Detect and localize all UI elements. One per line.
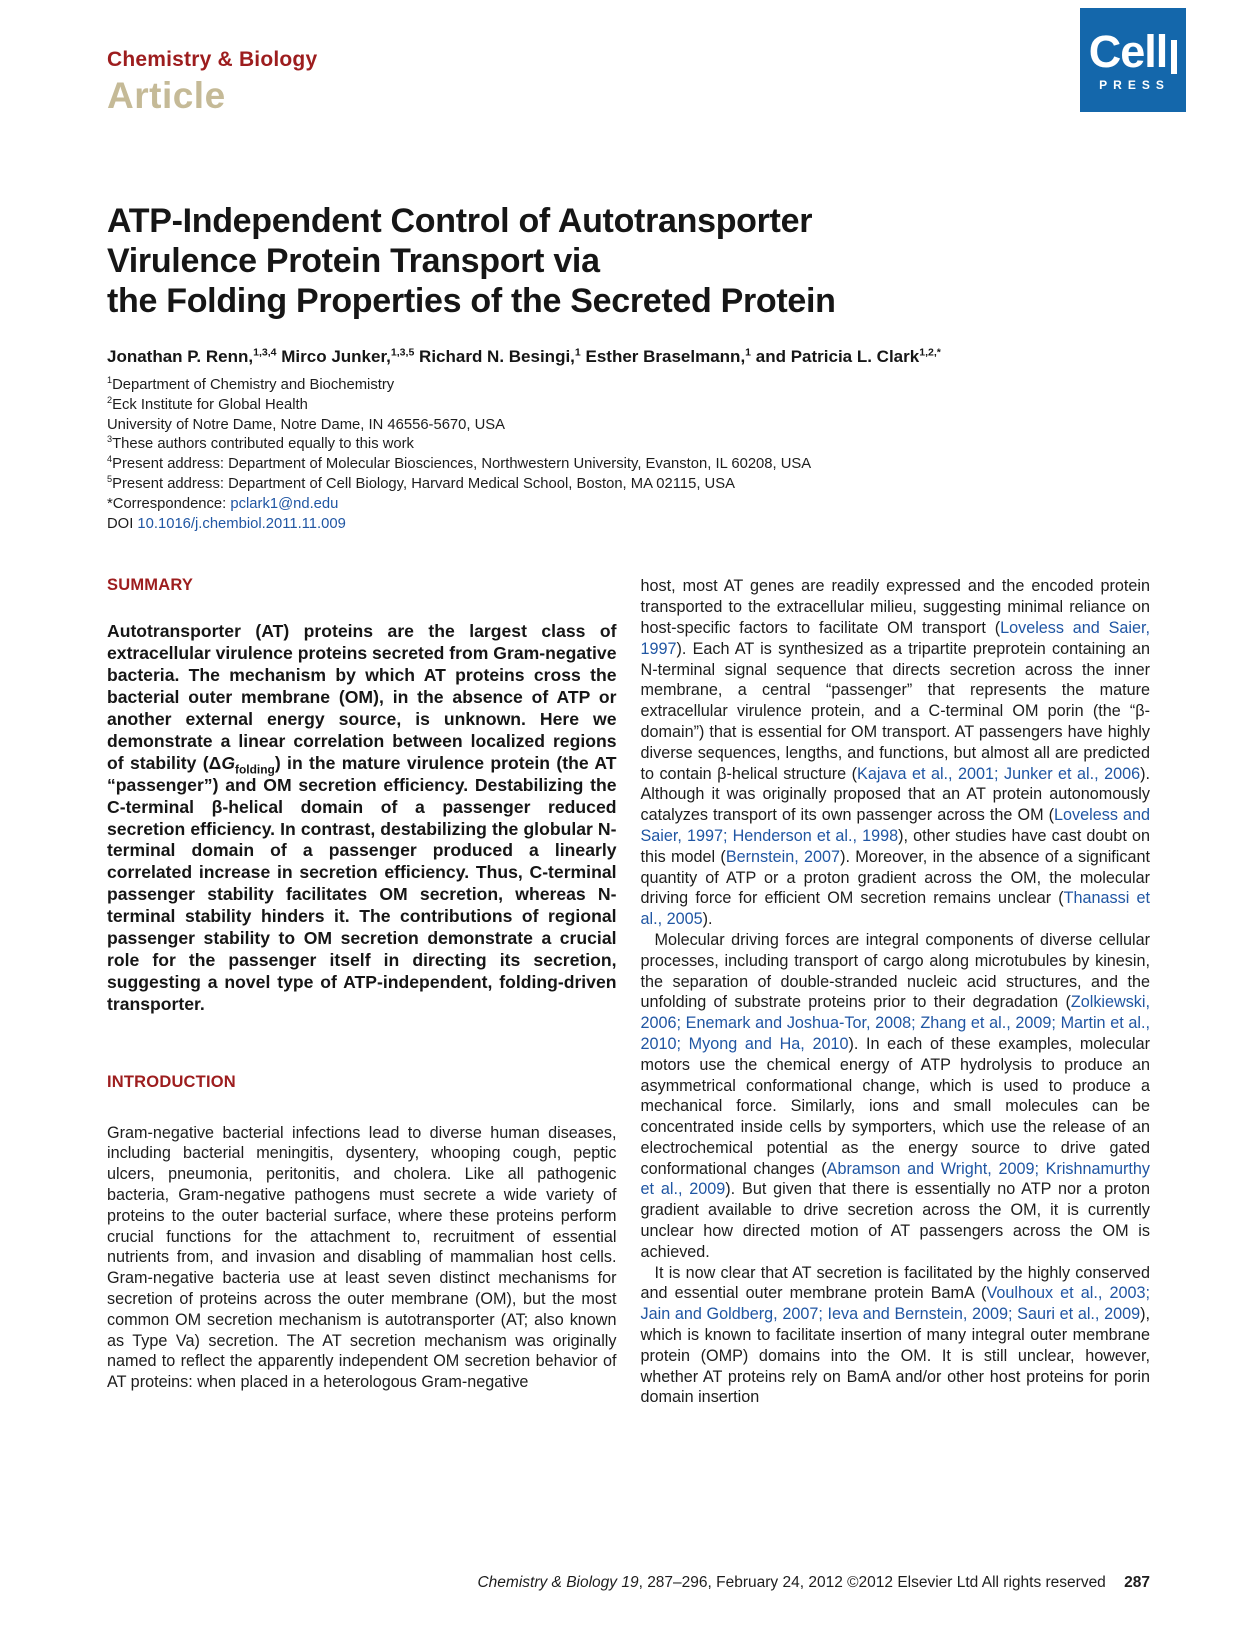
inline-link[interactable]: Voulhoux et al., 2003; Jain and Goldberg, 2007; Ieva and Bernstein, 2009; Sauri et al., 2009 bbox=[640, 1284, 1150, 1324]
text-segment: It is now clear that AT secretion is facilitated by the highly conserved and essential outer membrane protein BamA ( bbox=[640, 1263, 1150, 1303]
text-segment: Chemistry & Biology 19 bbox=[477, 1574, 639, 1591]
article-paragraph bbox=[641, 930, 1151, 1263]
text-segment: ). Moreover, in the absence of a significant quantity of ATP or a proton gradient across the OM, the molecular driving force for efficient OM secretion remains unclear ( bbox=[640, 847, 1150, 908]
text-segment: host, most AT genes are readily expressed and the encoded protein transported to the extracellular milieu, suggesting minimal reliance on host-specific factors to facilitate OM transport ( bbox=[640, 577, 1150, 637]
text-segment: ), other studies have cast doubt on this model ( bbox=[640, 826, 1150, 866]
text-segment: 1,2,* bbox=[919, 346, 941, 359]
text-segment: Present address: Department of Molecular Biosciences, Northwestern University, Evanston, IL 60208, USA bbox=[112, 456, 812, 473]
affiliation-line bbox=[107, 416, 1150, 436]
introduction-paragraph bbox=[107, 1123, 617, 1393]
introduction-heading: INTRODUCTION bbox=[107, 1072, 236, 1091]
article-paragraph bbox=[641, 576, 1151, 930]
text-segment: Jonathan P. Renn, bbox=[107, 347, 254, 366]
text-segment: Molecular driving forces are integral components of diverse cellular processes, including transport of cargo along microtubules by kinesin, the separation of double-stranded nucleic acid structures, and the unfolding of substrate proteins prior to their degradation ( bbox=[640, 930, 1150, 1012]
affiliation-line bbox=[107, 396, 1150, 416]
text-segment: ). bbox=[702, 910, 713, 929]
author-byline bbox=[107, 347, 1150, 367]
text-segment: 1 bbox=[107, 375, 113, 386]
summary-heading: SUMMARY bbox=[107, 576, 194, 595]
article-type-label: Article bbox=[107, 75, 226, 116]
inline-link[interactable]: Bernstein, 2007 bbox=[725, 847, 841, 866]
journal-name: Chemistry & Biology bbox=[107, 48, 318, 71]
left-column bbox=[107, 576, 617, 1408]
correspondence-line bbox=[107, 495, 1150, 515]
title-line: Virulence Protein Transport via bbox=[107, 242, 600, 280]
affiliation-line bbox=[107, 435, 1150, 455]
page-number: 287 bbox=[1124, 1574, 1150, 1591]
text-segment: 2 bbox=[107, 394, 113, 405]
text-segment: 1 bbox=[574, 346, 581, 359]
doi-line bbox=[107, 515, 1150, 535]
text-segment: DOI bbox=[107, 515, 138, 532]
text-segment: , 287–296, February 24, 2012 ©2012 Elsevier Ltd All rights reserved bbox=[638, 1574, 1106, 1591]
inline-link[interactable]: Zolkiewski, 2006; Enemark and Joshua-Tor, 2008; Zhang et al., 2009; Martin et al., 2010; Myong and Ha, 2010 bbox=[640, 993, 1150, 1053]
article-body bbox=[107, 576, 1150, 1408]
text-segment: Mirco Junker, bbox=[276, 347, 391, 366]
affiliations-block bbox=[107, 376, 1150, 534]
text-segment: ) in the mature virulence protein (the AT “passenger”) and OM secretion efficiency. Destabilizing the C-terminal β-helical domain of a passenger reduced secretion efficiency. In contrast, destabilizing the globular N-terminal domain of a passenger produced a linearly correlated increase in secretion efficiency. Thus, C-terminal passenger stability facilitates OM secretion, whereas N-terminal stability hinders it. The contributions of regional passenger stability to OM secretion demonstrate a crucial role for the passenger itself in directing its secretion, suggesting a novel type of ATP-independent, folding-driven transporter. bbox=[107, 752, 617, 1014]
text-segment: ). Although it was originally proposed that an AT protein autonomously catalyzes transport of its own passenger across the OM ( bbox=[640, 764, 1150, 825]
logo-brand-text: Cell bbox=[1088, 25, 1168, 77]
text-segment: 1,3,4 bbox=[253, 346, 277, 359]
text-segment: Gram-negative bacterial infections lead to diverse human diseases, including bacterial meningitis, dysentery, whooping cough, peptic ulcers, pneumonia, peritonitis, and cholera. Like all pathogenic bacteria, Gram-negative pathogens must secrete a wide variety of proteins to the outer bacterial surface, where these proteins perform crucial functions for the attachment to, recruitment of essential nutrients from, and invasion and disabling of mammalian host cells. Gram-negative bacteria use at least seven distinct mechanisms for secretion of proteins across the outer membrane (OM), but the most common OM secretion mechanism is autotransporter (AT; also known as Type Va) secretion. The AT secretion mechanism was originally named to reflect the apparently independent OM secretion behavior of AT proteins: when placed in a heterologous Gram-negative bbox=[107, 1123, 617, 1392]
text-segment: Eck Institute for Global Health bbox=[112, 396, 308, 413]
affiliation-line bbox=[107, 455, 1150, 475]
text-segment: Autotransporter (AT) proteins are the largest class of extracellular virulence proteins secreted from Gram-negative bacteria. The mechanism by which AT proteins cross the bacterial outer membrane (OM), in the absence of ATP or another external energy source, is unknown. Here we demonstrate a linear correlation between localized regions of stability (Δ bbox=[107, 621, 617, 773]
inline-link[interactable]: Thanassi et al., 2005 bbox=[640, 889, 1150, 929]
text-segment: Present address: Department of Cell Biology, Harvard Medical School, Boston, MA 02115, USA bbox=[112, 475, 735, 492]
inline-link[interactable]: Loveless and Saier, 1997; Henderson et al., 1998 bbox=[640, 806, 1150, 845]
text-segment: folding bbox=[235, 762, 275, 777]
text-segment: 5 bbox=[107, 474, 113, 485]
summary-paragraph bbox=[107, 621, 617, 1015]
logo-press-text: PRESS bbox=[1099, 77, 1170, 92]
text-segment: Department of Chemistry and Biochemistry bbox=[112, 377, 395, 393]
article-title bbox=[107, 201, 1150, 321]
text-segment: ), which is known to facilitate insertion of many integral outer membrane protein (OMP) domains into the OM. It is still unclear, however, whether AT proteins rely on BamA and/or other host proteins for porin domain insertion bbox=[640, 1305, 1150, 1407]
text-segment: 1 bbox=[745, 346, 752, 359]
right-column bbox=[641, 576, 1151, 1408]
inline-link[interactable]: 10.1016/j.chembiol.2011.11.009 bbox=[137, 515, 346, 532]
text-segment: These authors contributed equally to this work bbox=[112, 436, 414, 453]
text-segment: 1,3,5 bbox=[390, 346, 415, 359]
affiliation-line bbox=[107, 376, 1150, 396]
inline-link[interactable]: Loveless and Saier, 1997 bbox=[640, 618, 1150, 658]
text-segment: *Correspondence: bbox=[107, 495, 231, 512]
logo-bar bbox=[1171, 40, 1177, 74]
text-segment: University of Notre Dame, Notre Dame, IN 46556-5670, USA bbox=[107, 416, 506, 433]
text-segment: G bbox=[221, 752, 235, 773]
page-footer bbox=[477, 1574, 1150, 1592]
footer-citation bbox=[477, 1574, 1105, 1591]
article-paragraph bbox=[641, 1263, 1151, 1409]
affiliation-line bbox=[107, 475, 1150, 495]
masthead bbox=[107, 0, 1150, 117]
logo-brand-row bbox=[1088, 25, 1178, 77]
text-segment: 3 bbox=[107, 434, 113, 445]
inline-link[interactable]: Kajava et al., 2001; Junker et al., 2006 bbox=[857, 764, 1141, 783]
inline-link[interactable]: pclark1@nd.edu bbox=[230, 495, 339, 512]
text-segment: Esther Braselmann, bbox=[580, 347, 746, 366]
cell-press-logo bbox=[1080, 8, 1186, 112]
text-segment: Richard N. Besingi, bbox=[414, 347, 575, 366]
text-segment: ). In each of these examples, molecular motors use the chemical energy of ATP hydrolysis to produce an asymmetrical conformational change, which is used to produce a mechanical force. Similarly, ions and small molecules can be concentrated inside cells by symporters, which use the release of an electrochemical potential as the energy source to drive gated conformational changes ( bbox=[640, 1034, 1150, 1178]
text-segment: ). Each AT is synthesized as a tripartite preprotein containing an N-terminal signal sequence that directs secretion across the inner membrane, a central “passenger” that represents the mature extracellular virulence protein, and a C-terminal OM porin (the “β-domain”) that is essential for OM transport. AT passengers have highly diverse sequences, lengths, and functions, but almost all are predicted to contain β-helical structure ( bbox=[640, 639, 1150, 783]
inline-link[interactable]: Abramson and Wright, 2009; Krishnamurthy et al., 2009 bbox=[640, 1159, 1150, 1199]
text-segment: 4 bbox=[107, 454, 113, 465]
text-segment: ). But given that there is essentially no ATP nor a proton gradient available to drive secretion across the OM, it is currently unclear how directed motion of AT passengers across the OM is achieved. bbox=[640, 1180, 1150, 1261]
text-segment: and Patricia L. Clark bbox=[751, 347, 920, 366]
title-line: ATP-Independent Control of Autotransporter bbox=[107, 202, 813, 240]
title-line: the Folding Properties of the Secreted Protein bbox=[107, 282, 836, 320]
